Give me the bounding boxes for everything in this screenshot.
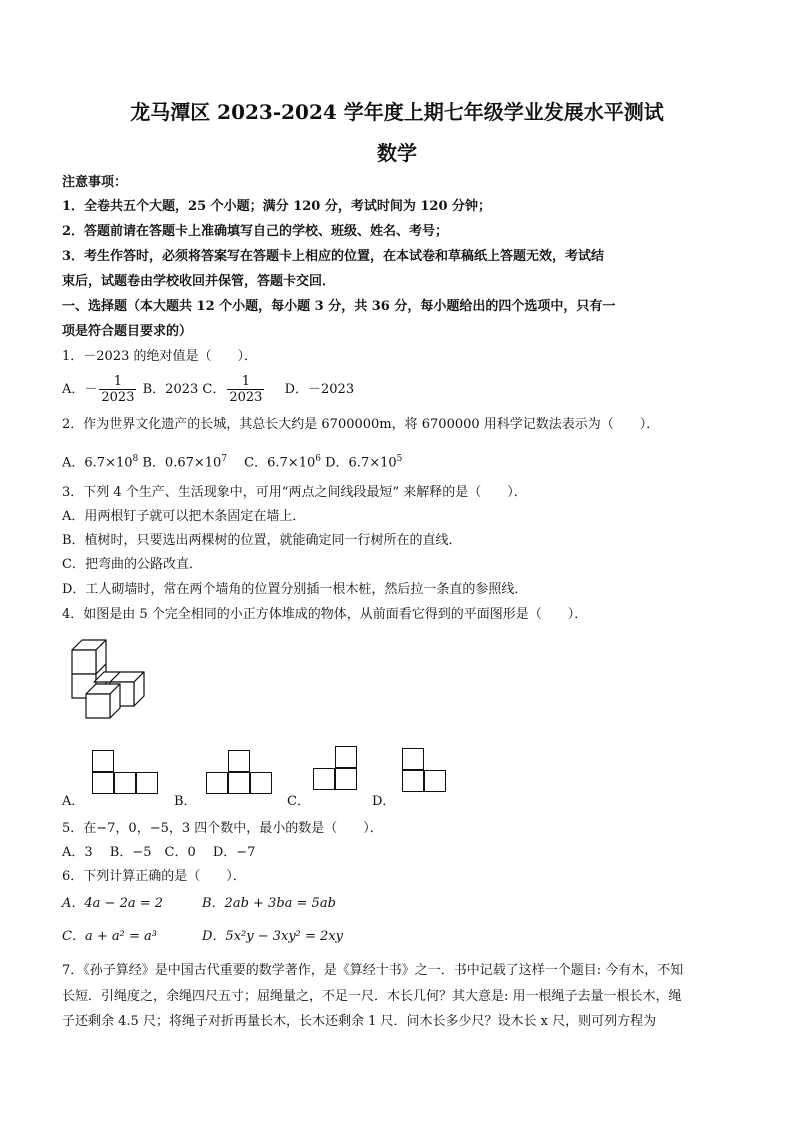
q6-option-c: C．a + a² = a³ — [62, 929, 157, 944]
q4-option-a-figure — [92, 750, 162, 798]
square-cell — [136, 772, 158, 794]
square-cell — [335, 768, 357, 790]
q7-line-2: 长短．引绳度之，余绳四尺五寸；屈绳量之，不足一尺．木长几何？其大意是: 用一根绳子去量一根长木，绳 — [62, 989, 682, 1004]
q6-option-d: D．5x²y − 3xy² = 2xy — [202, 929, 344, 944]
q4-option-a-label: A． — [62, 794, 85, 809]
q1-option-a-fraction — [99, 374, 136, 405]
fraction-numerator: 1 — [227, 374, 264, 390]
q3-stem: 3．下列 4 个生产、生活现象中，可用“两点之间线段最短” 来解释的是（ ）． — [62, 485, 527, 500]
q2-options — [62, 450, 402, 472]
square-cell — [402, 748, 424, 770]
q1-option-d: D．－2023 — [284, 382, 355, 397]
fraction-denominator: 2023 — [101, 390, 135, 405]
q2-option-d: D．6.7×10 — [320, 455, 397, 471]
q4-option-b-label: B． — [174, 794, 197, 809]
cube-stack-figure — [64, 636, 160, 724]
q5-stem: 5．在−7，0，−5，3 四个数中，最小的数是（ ）． — [62, 821, 383, 836]
square-cell — [92, 750, 114, 772]
q6-stem: 6．下列计算正确的是（ ）． — [62, 869, 246, 884]
q1-option-b: B．2023 C． — [142, 382, 226, 397]
note-line-1: 1．全卷共五个大题，25 个小题；满分 120 分，考试时间为 120 分钟； — [62, 199, 492, 214]
fraction-denominator: 2023 — [229, 390, 263, 405]
q1-stem: 1．－2023 的绝对值是（ ）． — [62, 349, 257, 364]
q2-stem: 2．作为世界文化遗产的长城，其总长大约是 6700000m，将 6700000 用科学记数法表示为（ ）． — [62, 417, 660, 432]
q3-option-d: D．工人砌墙时，常在两个墙角的位置分别插一根木桩，然后拉一条直的参照线． — [62, 582, 528, 597]
q1-options — [62, 372, 354, 408]
square-cell — [92, 772, 114, 794]
section-heading-line-2: 项是符合题目要求的） — [62, 324, 193, 339]
square-cell — [206, 772, 228, 794]
q7-line-1: 7．《孙子算经》是中国古代重要的数学著作，是《算经十书》之一．书中记载了这样一个题目: 今有木，不知 — [62, 963, 684, 978]
q7-line-3: 子还剩余 4.5 尺；将绳子对折再量长木，长木还剩余 1 尺．问木长多少尺？设木长 x 尺，则可列方程为 — [62, 1014, 657, 1029]
q3-option-c: C．把弯曲的公路改直． — [62, 557, 202, 572]
q2-option-a: A．6.7×10 — [62, 455, 133, 471]
q4-option-b-figure — [206, 750, 276, 798]
q2-option-c-exponent: 6 — [315, 454, 321, 464]
q2-option-b-exponent: 7 — [221, 454, 228, 464]
square-cell — [228, 750, 250, 772]
note-line-3: 3．考生作答时，必须将答案写在答题卡上相应的位置，在本试卷和草稿纸上答题无效，考试结 — [62, 249, 605, 264]
page-title: 龙马潭区 2023-2024 学年度上期七年级学业发展水平测试 — [130, 100, 664, 124]
square-cell — [424, 770, 446, 792]
q4-stem: 4．如图是由 5 个完全相同的小正方体堆成的物体，从前面看它得到的平面图形是（ ）． — [62, 607, 588, 622]
notes-heading: 注意事项： — [62, 175, 128, 190]
square-cell — [228, 772, 250, 794]
note-line-4: 束后，试题卷由学校收回并保管，答题卡交回． — [62, 274, 336, 289]
q1-option-c-fraction — [227, 374, 264, 405]
square-cell — [114, 772, 136, 794]
square-cell — [313, 768, 335, 790]
q4-option-d-figure — [402, 748, 452, 802]
q5-options: A．3 B．−5 C．0 D．−7 — [62, 845, 256, 860]
q1-option-a-prefix: A．－ — [62, 382, 98, 397]
q2-option-b: B．0.67×10 — [138, 455, 222, 471]
q3-option-b: B．植树时，只要选出两棵树的位置，就能确定同一行树所在的直线． — [62, 533, 462, 548]
q4-option-d-label: D． — [372, 794, 396, 809]
square-cell — [250, 772, 272, 794]
q6-option-b: B．2ab + 3ba = 5ab — [202, 896, 336, 911]
q2-option-c: C．6.7×10 — [227, 455, 316, 471]
q2-option-d-exponent: 5 — [396, 454, 403, 464]
square-cell — [402, 770, 424, 792]
q6-option-a: A．4a − 2a = 2 — [62, 896, 164, 911]
q3-option-a: A．用两根钉子就可以把木条固定在墙上． — [62, 509, 306, 524]
section-heading-line-1: 一、选择题（本大题共 12 个小题，每小题 3 分，共 36 分，每小题给出的四个选项中，只有一 — [62, 299, 616, 314]
square-cell — [335, 746, 357, 768]
q2-option-a-exponent: 8 — [132, 454, 139, 464]
q4-option-c-label: C． — [287, 794, 310, 809]
subject-title: 数学 — [377, 141, 417, 165]
note-line-2: 2．答题前请在答题卡上准确填写自己的学校、班级、姓名、考号； — [62, 224, 449, 239]
q4-option-c-figure — [313, 746, 363, 800]
fraction-numerator: 1 — [99, 374, 136, 390]
